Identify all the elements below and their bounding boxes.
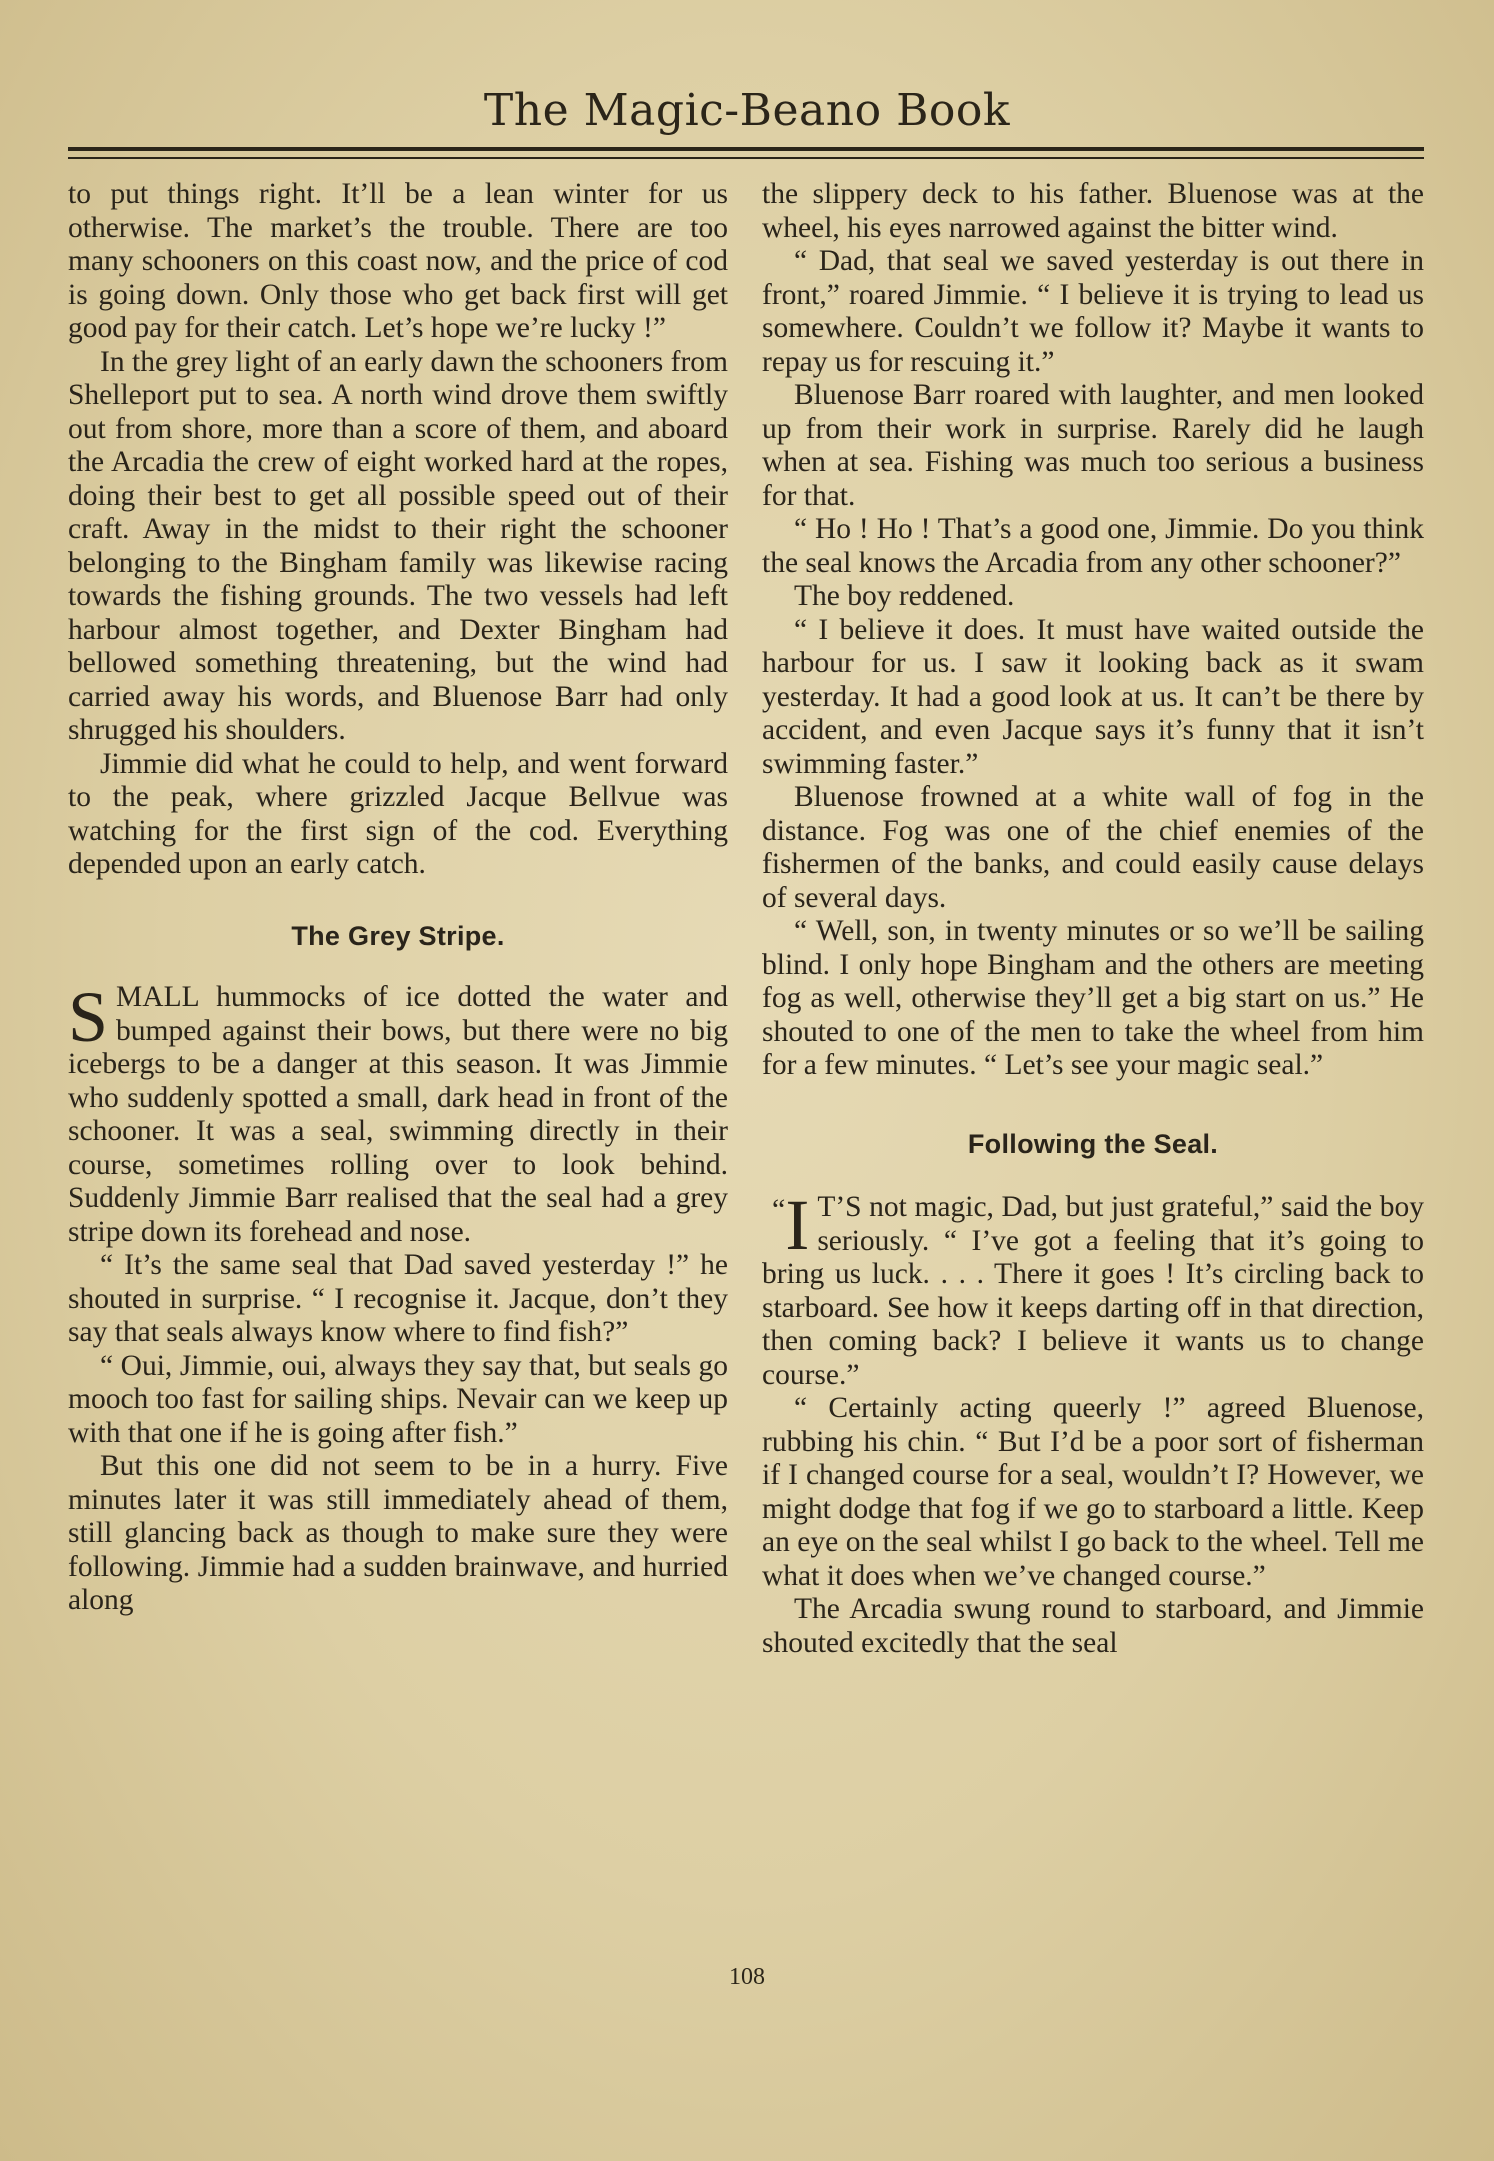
right-column bbox=[762, 178, 1424, 1660]
paragraph: Bluenose Barr roared with laughter, and men looked up from their work in surprise. Rarely did he laugh when at sea. Fishing was much too serious a business for that. bbox=[762, 379, 1424, 512]
drop-cap: S bbox=[68, 977, 109, 1057]
paragraph: “ I believe it does. It must have waited outside the harbour for us. I saw it looking back as it swam yesterday. It had a good look at us. It can’t be there by accident, and even Jacque says it’s funny that it isn’t swimming faster.” bbox=[762, 613, 1424, 780]
header-rule-thick bbox=[68, 147, 1424, 151]
paragraph: But this one did not seem to be in a hurry. Five minutes later it was still immediately ahead of them, still glancing back as though to make sure they were following. Jimmie had a sudden brainwave, and hurried along bbox=[68, 1450, 728, 1616]
paragraph: Bluenose frowned at a white wall of fog in the distance. Fog was one of the chief enemies of the fishermen of the banks, and could easily cause delays of several days. bbox=[762, 781, 1424, 914]
paragraph-with-dropcap bbox=[762, 1185, 1424, 1392]
paragraph-text: T’S not magic, Dad, but just grateful,” said the boy seriously. “ I’ve got a feeling that it’s going to bring us luck. . . . There it goes ! It’s circling back to starboard. See how it keeps darting off in that direction, then coming back? I believe it wants us to change course.” bbox=[762, 1191, 1424, 1391]
paragraph: the slippery deck to his father. Bluenose was at the wheel, his eyes narrowed against the bitter wind. bbox=[762, 178, 1424, 244]
section-heading: Following the Seal. bbox=[967, 1128, 1219, 1159]
section-heading: The Grey Stripe. bbox=[291, 920, 505, 951]
paragraph: “ Ho ! Ho ! That’s a good one, Jimmie. Do you think the seal knows the Arcadia from any other schooner?” bbox=[762, 513, 1424, 579]
paragraph: to put things right. It’ll be a lean winter for us otherwise. The market’s the trouble. There are too many schooners on this coast now, and the price of cod is going down. Only those who get back first will get good pay for their catch. Let’s hope we’re lucky !” bbox=[68, 178, 728, 344]
paragraph: “ Dad, that seal we saved yesterday is out there in front,” roared Jimmie. “ I believe it is trying to lead us somewhere. Couldn’t we follow it? Maybe it wants to repay us for rescuing it.” bbox=[762, 245, 1424, 378]
paragraph: Jimmie did what he could to help, and went forward to the peak, where grizzled Jacque Bellvue was watching for the first sign of the cod. Everything depended upon an early catch. bbox=[68, 747, 728, 880]
paragraph: “ Certainly acting queerly !” agreed Bluenose, rubbing his chin. “ But I’d be a poor sort of fisherman if I changed course for a seal, wouldn’t I? However, we might dodge that fog if we go to starboard a little. Keep an eye on the seal whilst I go back to the wheel. Tell me what it does when we’ve changed course.” bbox=[762, 1392, 1424, 1592]
paragraph: “ Well, son, in twenty minutes or so we’ll be sailing blind. I only hope Bingham and the others are meeting fog as well, otherwise they’ll get a big start on us.” He shouted to one of the men to take the wheel from him for a few minutes. “ Let’s see your magic seal.” bbox=[762, 915, 1424, 1081]
paragraph: The Arcadia swung round to starboard, and Jimmie shouted excitedly that the seal bbox=[762, 1593, 1424, 1659]
paragraph-with-dropcap bbox=[68, 977, 728, 1249]
drop-cap bbox=[772, 1185, 810, 1265]
left-column bbox=[68, 178, 728, 1618]
page-number: 108 bbox=[729, 1964, 765, 1990]
paragraph-text: MALL hummocks of ice dotted the water and bumped against their bows, but there were no big icebergs to be a danger at this season. It was Jimmie who suddenly spotted a small, dark head in front of the schooner. It was a seal, swimming directly in their course, sometimes rolling over to look behind. Suddenly Jimmie Barr realised that the seal had a grey stripe down its forehead and nose. bbox=[68, 981, 728, 1248]
drop-cap-letter: I bbox=[785, 1185, 810, 1265]
paragraph: In the grey light of an early dawn the schooners from Shelleport put to sea. A north wind drove them swiftly out from shore, more than a score of them, and aboard the Arcadia the crew of eight worked hard at the ropes, doing their best to get all possible speed out of their craft. Away in the midst to their right the schooner belonging to the Bingham family was likewise racing towards the fishing grounds. The two vessels had left harbour almost together, and Dexter Bingham had bellowed something threatening, but the wind had carried away his words, and Bluenose Barr had only shrugged his shoulders. bbox=[68, 345, 728, 746]
paragraph: “ Oui, Jimmie, oui, always they say that, but seals go mooch too fast for sailing ships. Nevair can we keep up with that one if he is going after fish.” bbox=[68, 1349, 728, 1449]
paragraph: The boy reddened. bbox=[794, 580, 1015, 612]
paragraph: “ It’s the same seal that Dad saved yesterday !” he shouted in surprise. “ I recognise it. Jacque, don’t they say that seals always know where to find fish?” bbox=[68, 1249, 728, 1348]
running-header-title: The Magic-Beano Book bbox=[483, 85, 1011, 136]
drop-cap-quote: “ bbox=[772, 1193, 786, 1226]
header-rule-thin bbox=[68, 157, 1424, 159]
